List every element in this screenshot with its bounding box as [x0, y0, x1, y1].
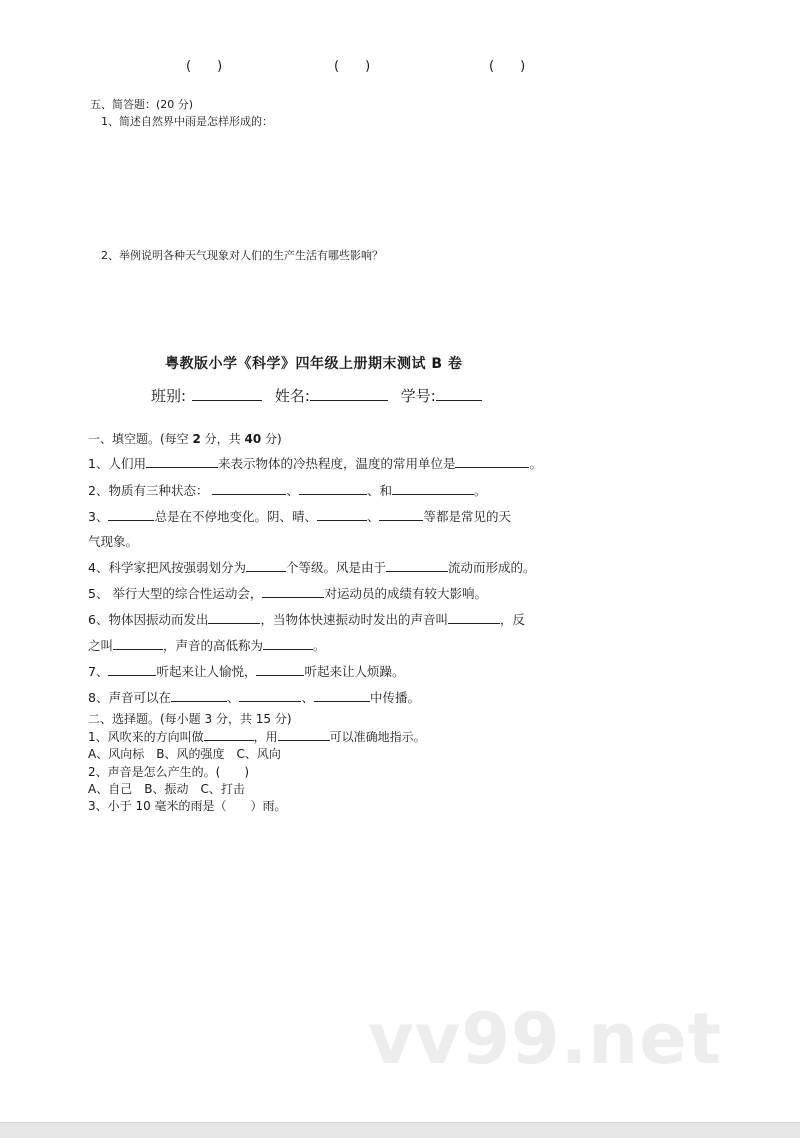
section2-q3: 3、小于 10 毫米的雨是（ ）雨。	[88, 799, 287, 813]
section2-q1: 1、风吹来的方向叫做 ，用 可以准确地指示。	[88, 730, 426, 744]
answer-paren-2: ( )	[334, 59, 371, 74]
section1-q4: 4、科学家把风按强弱划分为 个等级。风是由于 流动而形成的。	[88, 560, 536, 575]
blank[interactable]	[299, 482, 367, 495]
section5-heading: 五、简答题：(20 分)	[90, 98, 194, 111]
blank[interactable]	[239, 689, 301, 702]
blank[interactable]	[212, 482, 286, 495]
name-blank[interactable]	[310, 388, 388, 401]
blank[interactable]	[448, 611, 500, 624]
section2-heading: 二、选择题。(每小题 3 分，共 15 分)	[88, 712, 292, 726]
section1-q6-cont: 之叫 ，声音的高低称为 。	[88, 638, 326, 653]
section2-q2: 2、声音是怎么产生的。( )	[88, 765, 249, 779]
answer-paren-1: ( )	[186, 59, 223, 74]
blank[interactable]	[317, 508, 367, 521]
answer-paren-3: ( )	[489, 59, 526, 74]
blank[interactable]	[208, 611, 260, 624]
section1-q8: 8、声音可以在 、 、 中传播。	[88, 690, 421, 705]
exam-title: 粤教版小学《科学》四年级上册期末测试 B 卷	[165, 356, 463, 372]
section5-q2: 2、举例说明各种天气现象对人们的生产生活有哪些影响？	[101, 249, 383, 262]
id-label: 学号:	[400, 387, 436, 405]
blank[interactable]	[379, 508, 423, 521]
page-bottom-bar	[0, 1122, 800, 1138]
student-info-line	[151, 385, 482, 406]
blank[interactable]	[113, 637, 163, 650]
section1-q5: 5、 举行大型的综合性运动会， 对运动员的成绩有较大影响。	[88, 586, 487, 601]
blank[interactable]	[314, 689, 370, 702]
section1-heading: 一、填空题。(每空 2 分，共 40 分)	[88, 432, 282, 446]
blank[interactable]	[256, 663, 304, 676]
id-blank[interactable]	[436, 388, 482, 401]
class-label: 班别:	[151, 387, 187, 405]
blank[interactable]	[392, 482, 474, 495]
section2-q1-options: A、风向标 B、风的强度 C、风向	[88, 747, 281, 761]
section1-q1: 1、人们用 来表示物体的冷热程度，温度的常用单位是 。	[88, 456, 542, 471]
blank[interactable]	[263, 637, 313, 650]
blank[interactable]	[204, 728, 254, 741]
blank[interactable]	[278, 728, 330, 741]
section2-q2-options: A、自己 B、振动 C、打击	[88, 782, 245, 796]
blank[interactable]	[386, 559, 448, 572]
blank[interactable]	[108, 508, 154, 521]
watermark-logo: vv99.net	[368, 998, 723, 1080]
section1-q7: 7、 听起来让人愉悦， 听起来让人烦躁。	[88, 664, 405, 679]
class-blank[interactable]	[192, 388, 262, 401]
blank[interactable]	[146, 455, 218, 468]
blank[interactable]	[455, 455, 529, 468]
blank[interactable]	[262, 585, 324, 598]
blank[interactable]	[108, 663, 156, 676]
section1-q2: 2、物质有三种状态： 、 、和 。	[88, 483, 487, 498]
section1-q6: 6、物体因振动而发出 ，当物体快速振动时发出的声音叫 ，反	[88, 612, 525, 627]
name-label: 姓名:	[274, 387, 310, 405]
section5-q1: 1、简述自然界中雨是怎样形成的：	[101, 115, 273, 128]
section1-q3: 3、 总是在不停地变化。阴、晴、 、 等都是常见的天	[88, 509, 511, 524]
blank[interactable]	[171, 689, 227, 702]
blank[interactable]	[246, 559, 286, 572]
section1-q3-cont: 气现象。	[88, 534, 139, 549]
